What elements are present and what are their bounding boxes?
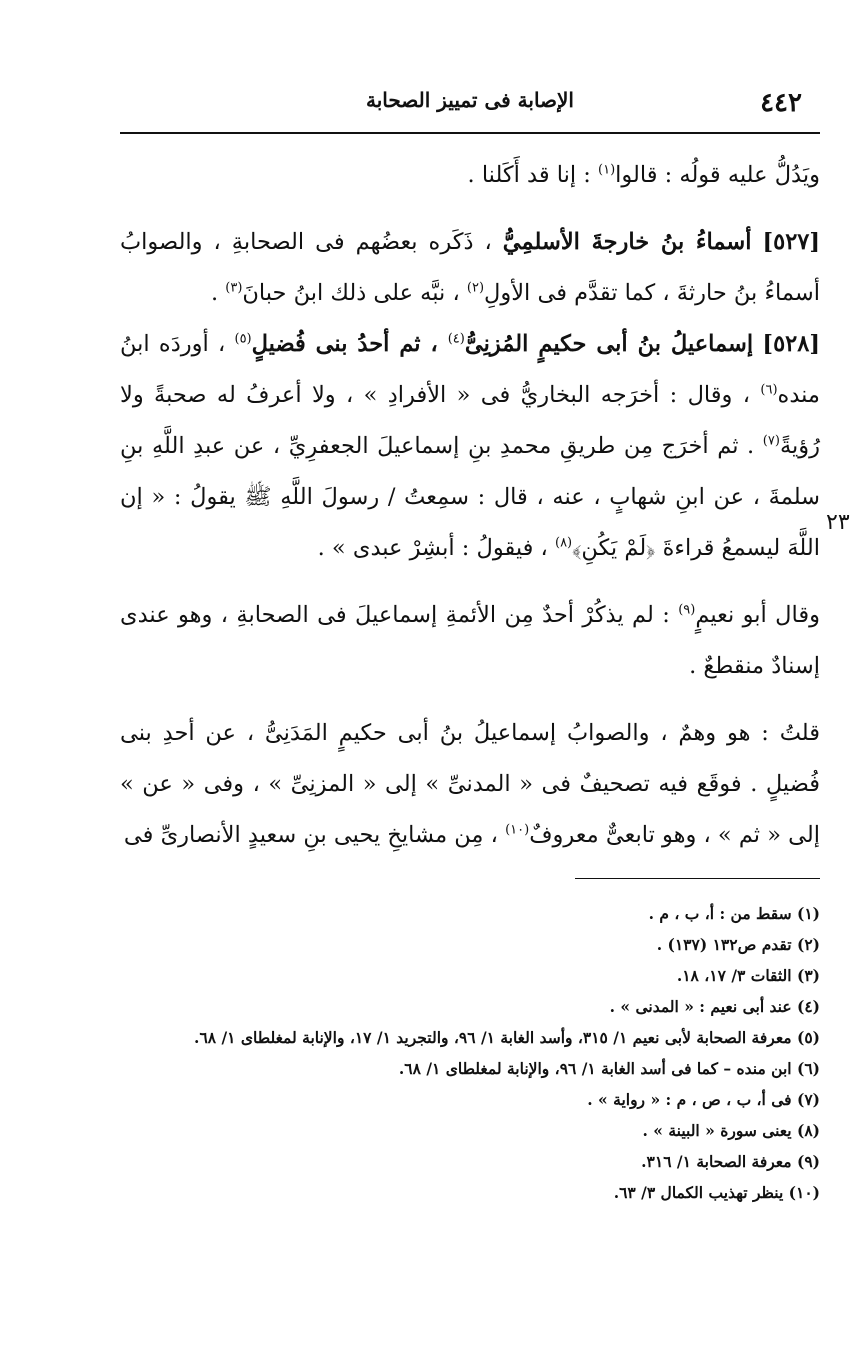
footnote-4: (٤) عند أبى نعيم : « المدنى » . — [609, 997, 820, 1016]
page-header — [120, 84, 820, 124]
footnote-rule — [575, 878, 820, 879]
footnote-1: (١) سقط من : أ، ب ، م . — [648, 904, 820, 923]
footnote-9: (٩) معرفة الصحابة ١/ ٣١٦. — [641, 1152, 820, 1171]
footnote-ref: (١٠) — [505, 822, 530, 838]
footnote-ref: (٤) — [447, 331, 465, 347]
running-title: الإصابة فى تمييز الصحابة — [366, 88, 574, 112]
footnotes — [120, 898, 820, 1208]
footnote-ref: (٥) — [234, 331, 252, 347]
footnote-ref: (٧) — [762, 433, 780, 449]
main-text — [120, 150, 820, 861]
paragraph-4: وقال أبو نعيمٍ$^{(٩)}$ : لم يذكُرْ أحدٌ مِن الأئمةِ إسماعيلَ فى الصحابةِ ، وهو عندى إسنادٌ منقطعٌ . — [120, 602, 820, 679]
entry-name: أسماءُ بنُ خارجةَ الأسلمِيُّ — [502, 229, 752, 255]
entry-name-continued: ، ثم أحدُ بنى فُضيلٍ — [251, 331, 448, 357]
footnote-ref: (٦) — [760, 382, 778, 398]
margin-page-number: ٢٣ — [826, 510, 850, 535]
footnote-5: (٥) معرفة الصحابة لأبى نعيم ١/ ٣١٥، وأسد الغابة ١/ ٩٦، والتجريد ١/ ١٧، والإنابة لمغلطاى ١/ ٦٨. — [194, 1028, 820, 1047]
entry-number: [٥٢٨] — [762, 331, 820, 357]
footnote-3: (٣) الثقات ٣/ ١٧، ١٨. — [676, 966, 820, 985]
page-number: ٤٤٢ — [760, 88, 802, 118]
entry-528: [٥٢٨] إسماعيلُ بنُ أبى حكيمٍ المُزنِىُّ$^{(٤)}$ ، ثم أحدُ بنى فُضيلٍ$^{(٥)}$ ، أوردَه ابنُ منده$^{(٦)}$ ، وقال : أخرَجه البخاريُّ فى « الأفرادِ » ، ولا أعرفُ له صحبةً ولا رُؤيةً$^{(٧)}$ . ثم أخرَج مِن طريقِ محمدِ بنِ إسماعيلَ الجعفرِيِّ ، عن عبدِ اللَّهِ بنِ سلمةَ ، عن ابنِ شهابٍ ، عنه ، قال : سمِعتُ / رسولَ اللَّهِ ﷺ يقولُ : « إن اللَّهَ ليسمعُ قراءةَ ﴿لَمْ يَكُنِ﴾$^{(٨)}$ ، فيقولُ : أبشِرْ عبدى » . — [120, 331, 820, 561]
footnote-ref: (٩) — [678, 602, 696, 618]
footnote-7: (٧) فى أ، ب ، ص ، م : « رواية » . — [587, 1090, 820, 1109]
footnote-10: (١٠) ينظر تهذيب الكمال ٣/ ٦٣. — [613, 1183, 820, 1202]
footnote-ref: (٨) — [554, 535, 573, 551]
footnote-8: (٨) يعنى سورة « البينة » . — [642, 1121, 820, 1140]
footnote-ref: (٢) — [466, 280, 485, 296]
footnote-6: (٦) ابن منده – كما فى أسد الغابة ١/ ٩٦، والإنابة لمغلطاى ١/ ٦٨. — [398, 1059, 820, 1078]
entry-name: إسماعيلُ بنُ أبى حكيمٍ المُزنِىُّ — [464, 331, 754, 357]
footnote-ref: (٣) — [225, 280, 243, 296]
header-rule — [120, 132, 820, 134]
entry-527: [٥٢٧] أسماءُ بنُ خارجةَ الأسلمِيُّ ، ذَكَره بعضُهم فى الصحابةِ ، والصوابُ أسماءُ بنُ حارثةَ ، كما تقدَّم فى الأولِ$^{(٢)}$ ، نبَّه على ذلك ابنُ حبانَ$^{(٣)}$ . — [120, 229, 821, 306]
footnote-2: (٢) تقدم ص١٣٢ (١٣٧) . — [656, 935, 820, 954]
paragraph-1: ويَدُلُّ عليه قولُه : قالوا$^{(١)}$ : إنا قد أَكَلنا . — [467, 162, 820, 188]
entry-number: [٥٢٧] — [762, 229, 821, 255]
paragraph-5: قلتُ : هو وهمٌ ، والصوابُ إسماعيلُ بنُ أبى حكيمٍ المَدَنِىُّ ، عن أحدِ بنى فُضيلٍ . فوقَع فيه تصحيفٌ فى « المدنىِّ » إلى « المزنِىِّ » ، وفى « عن » إلى « ثم » ، وهو تابعىٌّ معروفٌ$^{(١٠)}$ ، مِن مشايخِ يحيى بنِ سعيدٍ الأنصارىِّ فى — [120, 720, 820, 848]
footnote-ref: (١) — [598, 162, 616, 178]
